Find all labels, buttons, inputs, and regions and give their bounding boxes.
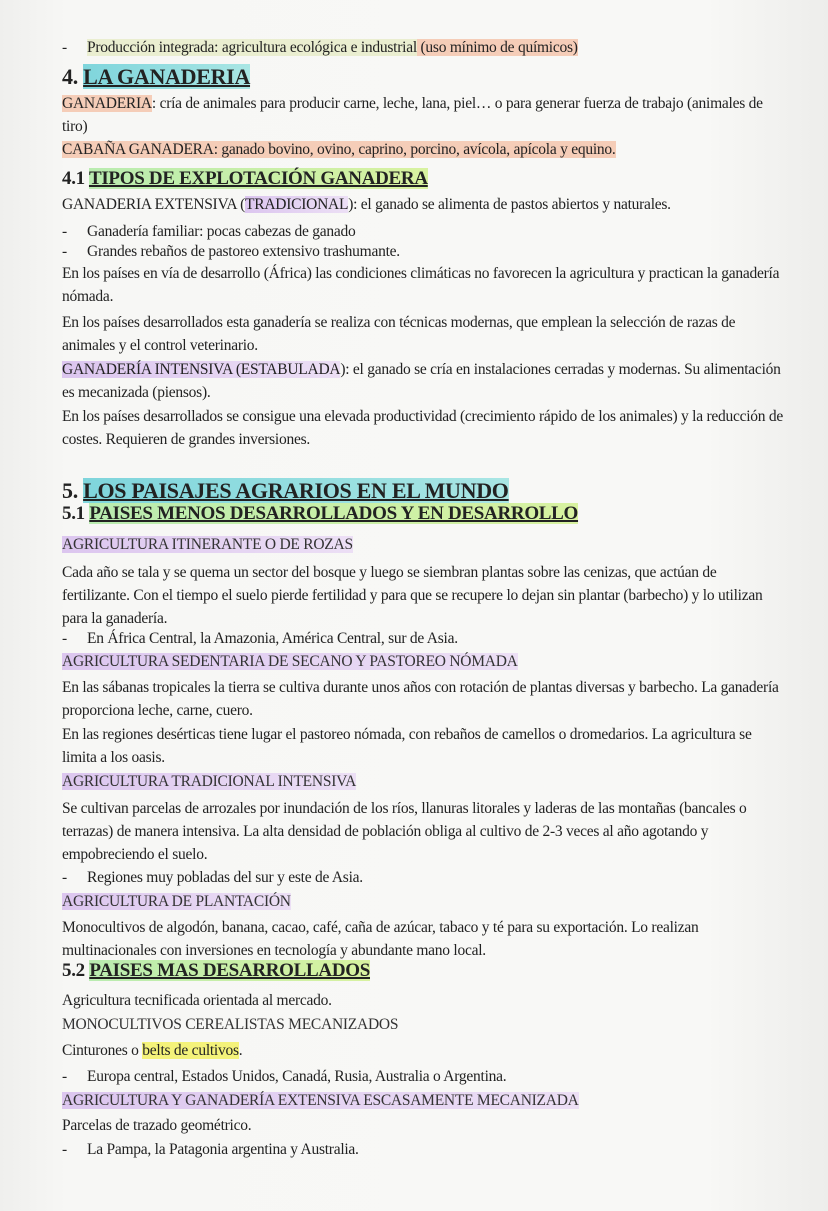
- paragraph: Cada año se tala y se quema un sector del bosque y luego se siembran plantas sobre las cenizas, que actúan de fertilizante. Con el tiempo el suelo pierde fertilidad y para que se recupere lo dejan sin plantar (barbecho) y lo utilizan para la ganadería.: [62, 564, 763, 627]
- paragraph: Monocultivos de algodón, banana, cacao, café, caña de azúcar, tabaco y té para su exportación. Lo realizan multinacionales con inversiones en tecnología y abundante mano local.: [62, 919, 699, 959]
- paragraph: Parcelas de trazado geométrico.: [62, 1117, 252, 1134]
- subheading-text: AGRICULTURA Y GANADERÍA EXTENSIVA ESCASAMENTE MECANIZADA: [62, 1092, 579, 1109]
- paragraph: En los países desarrollados se consigue una elevada productividad (crecimiento rápido de los animales) y la reducción de costes. Requieren de grandes inversiones.: [62, 408, 784, 448]
- def-ganaderia: [62, 92, 784, 138]
- term: GANADERÍA INTENSIVA (ESTABULADA: [62, 361, 341, 378]
- heading-title: PAISES MAS DESARROLLADOS: [89, 960, 370, 981]
- heading-4: [62, 64, 250, 90]
- bullet-produccion-integrada: - Producción integrada: agricultura ecológica e industrial (uso mínimo de químicos): [62, 39, 578, 56]
- list-item: - En África Central, la Amazonia, América Central, sur de Asia.: [62, 630, 458, 647]
- list-item: - La Pampa, la Patagonia argentina y Australia.: [62, 1141, 359, 1158]
- heading-5-2: [62, 960, 370, 982]
- highlight-text: Producción integrada: agricultura ecológica e industrial: [87, 39, 417, 56]
- term: GANADERIA: [62, 95, 152, 112]
- term: GANADERIA EXTENSIVA (: [62, 196, 246, 213]
- list-item: - Grandes rebaños de pastoreo extensivo trashumante.: [62, 243, 400, 260]
- text: Cinturones o: [62, 1042, 143, 1059]
- list-item: - Ganadería familiar: pocas cabezas de ganado: [62, 223, 356, 240]
- subheading: [62, 650, 784, 673]
- list-item-text: La Pampa, la Patagonia argentina y Australia.: [87, 1141, 359, 1158]
- list-item-text: Grandes rebaños de pastoreo extensivo trashumante.: [87, 243, 400, 260]
- paragraph: En los países desarrollados esta ganadería se realiza con técnicas modernas, que emplean la selección de razas de animales y el control veterinario.: [62, 314, 736, 354]
- highlight-text: belts de cultivos: [142, 1042, 239, 1059]
- paragraph: En los países en vía de desarrollo (África) las condiciones climáticas no favorecen la agricultura y practican la ganadería nómada.: [62, 265, 780, 305]
- subheading: [62, 770, 784, 793]
- heading-4-1: [62, 168, 428, 190]
- paragraph: Se cultivan parcelas de arrozales por inundación de los ríos, llanuras litorales y laderas de las montañas (bancales o terrazas) de manera intensiva. La alta densidad de población obliga al cultivo de 2-3 veces al año agotando y empobreciendo el suelo.: [62, 800, 747, 863]
- def-cabana: [62, 138, 784, 161]
- paragraph: [62, 1039, 784, 1062]
- subheading-text: AGRICULTURA SEDENTARIA DE SECANO Y PASTOREO NÓMADA: [62, 653, 518, 670]
- list-item-text: En África Central, la Amazonia, América Central, sur de Asia.: [87, 630, 458, 647]
- heading-title: PAISES MENOS DESARROLLADOS Y EN DESARROLLO: [89, 503, 579, 524]
- list-item-text: Regiones muy pobladas del sur y este de Asia.: [87, 869, 363, 886]
- heading-number: 4.: [62, 64, 84, 89]
- subheading-text: AGRICULTURA TRADICIONAL INTENSIVA: [62, 773, 357, 790]
- heading-number: 5.: [62, 478, 84, 503]
- term-highlight: TRADICIONAL: [245, 196, 349, 213]
- ganaderia-extensiva: [62, 193, 784, 216]
- list-item-text: Europa central, Estados Unidos, Canadá, Rusia, Australia o Argentina.: [87, 1068, 507, 1085]
- definition: : cría de animales para producir carne, leche, lana, piel… o para generar fuerza de trabajo (animales de tiro): [62, 95, 763, 135]
- heading-5: [62, 478, 509, 504]
- subheading-text: AGRICULTURA ITINERANTE O DE ROZAS: [62, 536, 353, 553]
- paragraph: En las sábanas tropicales la tierra se cultiva durante unos años con rotación de plantas diversas y barbecho. La ganadería proporciona leche, carne, cuero.: [62, 679, 779, 719]
- definition: CABAÑA GANADERA: ganado bovino, ovino, caprino, porcino, avícola, apícola y equino.: [62, 141, 616, 158]
- paragraph: En las regiones desérticas tiene lugar el pastoreo nómada, con rebaños de camellos o dromedarios. La agricultura se limita a los oasis.: [62, 726, 752, 766]
- definition: ): el ganado se alimenta de pastos abiertos y naturales.: [348, 196, 671, 213]
- subheading-text: AGRICULTURA DE PLANTACIÓN: [62, 893, 291, 910]
- list-item: - Regiones muy pobladas del sur y este de Asia.: [62, 869, 363, 886]
- text: .: [238, 1042, 243, 1059]
- subheading: [62, 1089, 784, 1112]
- heading-number: 5.1: [62, 503, 90, 524]
- heading-5-1: [62, 503, 578, 525]
- paragraph: Agricultura tecnificada orientada al mercado.: [62, 992, 332, 1009]
- highlight-text: (uso mínimo de químicos): [416, 39, 578, 56]
- heading-title: LOS PAISAJES AGRARIOS EN EL MUNDO: [83, 478, 509, 503]
- subheading: [62, 533, 784, 556]
- heading-title: TIPOS DE EXPLOTACIÓN GANADERA: [88, 168, 428, 189]
- definition: ): el ganado se cría en instalaciones cerradas y modernas. Su alimentación es mecanizada (piensos).: [62, 361, 781, 401]
- subheading: MONOCULTIVOS CEREALISTAS MECANIZADOS: [62, 1016, 399, 1033]
- ganaderia-intensiva: [62, 358, 784, 404]
- heading-title: LA GANADERIA: [83, 64, 251, 89]
- list-item-text: Ganadería familiar: pocas cabezas de ganado: [87, 223, 356, 240]
- list-item: - Europa central, Estados Unidos, Canadá, Rusia, Australia o Argentina.: [62, 1068, 507, 1085]
- heading-number: 5.2: [62, 960, 90, 981]
- subheading: [62, 890, 784, 913]
- heading-number: 4.1: [62, 168, 89, 189]
